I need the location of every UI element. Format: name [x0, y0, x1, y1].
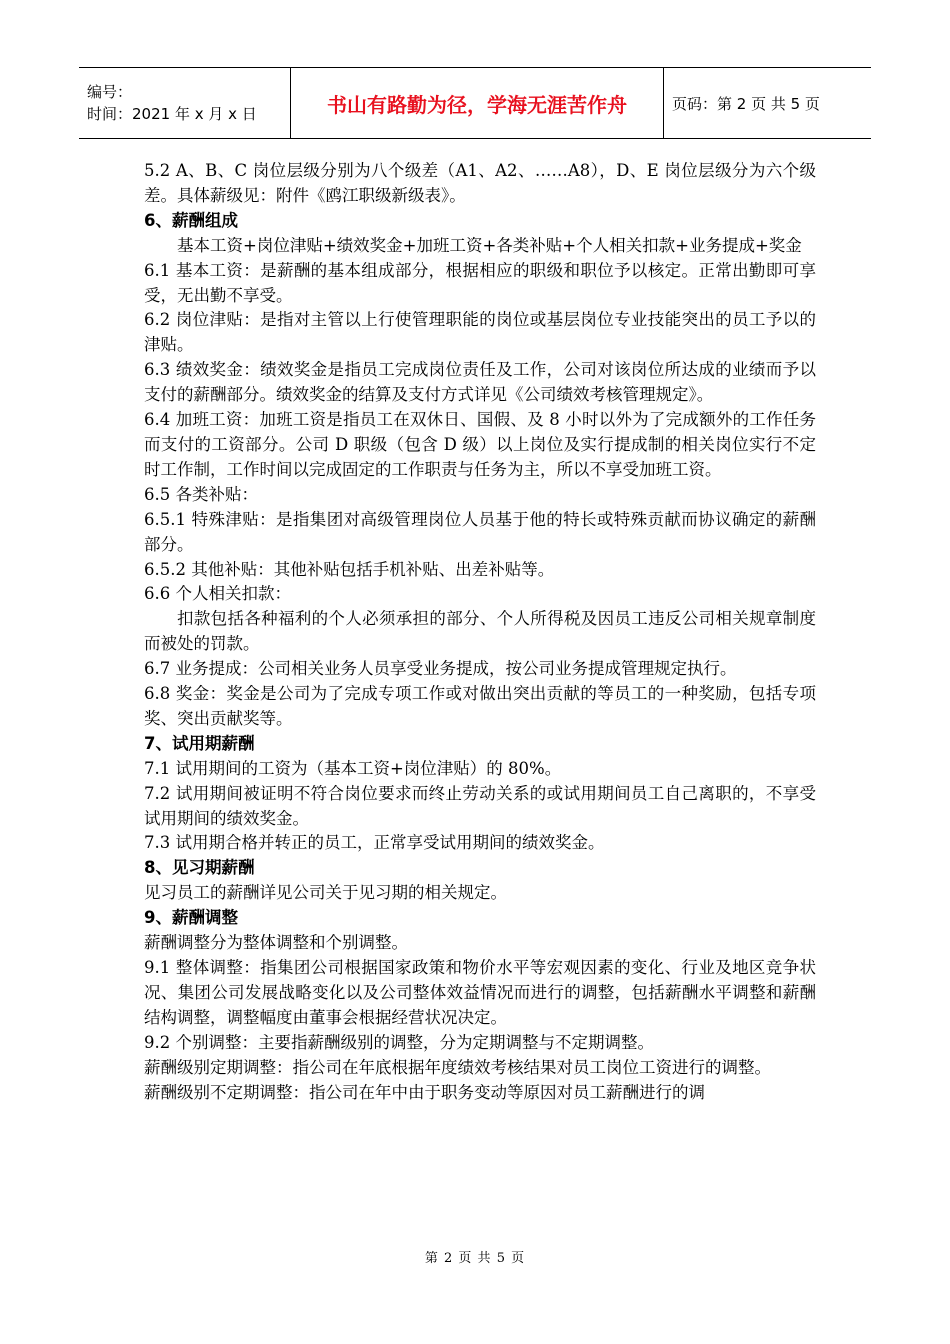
header-motto-cell: [291, 68, 664, 138]
header-page-cell: [664, 68, 871, 138]
body-paragraph: 7.2 试用期间被证明不符合岗位要求而终止劳动关系的或试用期间员工自己离职的，不享受试用期间的绩效奖金。: [144, 783, 816, 828]
body-paragraph: 6.2 岗位津贴：是指对主管以上行使管理职能的岗位或基层岗位专业技能突出的员工予以的津贴。: [144, 310, 816, 355]
section-heading: 9、薪酬调整: [144, 908, 238, 928]
body-paragraph: 6.8 奖金：奖金是公司为了完成专项工作或对做出突出贡献的等员工的一种奖励，包括专项奖、突出贡献奖等。: [144, 684, 816, 728]
document-date: 时间：2021 年 x 月 x 日: [87, 105, 257, 123]
body-paragraph: 9.1 整体调整：指集团公司根据国家政策和物价水平等宏观因素的变化、行业及地区竞争状况、集团公司发展战略变化以及公司整体效益情况而进行的调整，包括薪酬水平调整和薪酬结构调整，调整幅度由董事会根据经营状况决定。: [144, 958, 816, 1027]
body-paragraph: 6.5 各类补贴：: [144, 484, 258, 504]
body-paragraph: 6.5.1 特殊津贴：是指集团对高级管理岗位人员基于他的特长或特殊贡献而协议确定的薪酬部分。: [144, 509, 816, 554]
body-paragraph: 6.3 绩效奖金：绩效奖金是指员工完成岗位责任及工作，公司对该岗位所达成的业绩而予以支付的薪酬部分。绩效奖金的结算及支付方式详见《公司绩效考核管理规定》。: [144, 360, 816, 405]
body-paragraph: 7.3 试用期合格并转正的员工，正常享受试用期间的绩效奖金。: [144, 833, 605, 853]
body-paragraph: 基本工资+岗位津贴+绩效奖金+加班工资+各类补贴+个人相关扣款+业务提成+奖金: [177, 235, 802, 255]
section-heading: 7、试用期薪酬: [144, 733, 255, 753]
header-meta: [79, 68, 291, 138]
body-paragraph: 6.5.2 其他补贴：其他补贴包括手机补贴、出差补贴等。: [144, 559, 555, 579]
body-paragraph: 见习员工的薪酬详见公司关于见习期的相关规定。: [144, 883, 507, 903]
body-paragraph: 6.4 加班工资：加班工资是指员工在双休日、国假、及 8 小时以外为了完成额外的工作任务而支付的工资部分。公司 D 职级（包含 D 级）以上岗位及实行提成制的相关岗位实行不定时工作制，工作时间以完成固定的工作职责与任务为主，所以不享受加班工资。: [144, 410, 816, 479]
body-paragraph: 9.2 个别调整：主要指薪酬级别的调整，分为定期调整与不定期调整。: [144, 1032, 654, 1052]
document-number-label: 编号：: [87, 83, 133, 101]
body-paragraph: 5.2 A、B、C 岗位层级分别为八个级差（A1、A2、……A8），D、E 岗位层级分为六个级差。具体薪级见：附件《鸥江职级新级表》。: [144, 161, 816, 205]
body-paragraph: 6.1 基本工资：是薪酬的基本组成部分，根据相应的职级和职位予以核定。正常出勤即可享受，无出勤不享受。: [144, 260, 816, 305]
header-motto: 书山有路勤为径，学海无涯苦作舟: [327, 92, 627, 117]
body-paragraph: 薪酬调整分为整体调整和个别调整。: [144, 933, 408, 953]
body-paragraph: 薪酬级别定期调整：指公司在年底根据年度绩效考核结果对员工岗位工资进行的调整。: [144, 1057, 771, 1077]
body-paragraph: 薪酬级别不定期调整：指公司在年中由于职务变动等原因对员工薪酬进行的调: [144, 1082, 705, 1102]
document-body: [144, 159, 816, 1105]
body-paragraph: 扣款包括各种福利的个人必须承担的部分、个人所得税及因员工违反公司相关规章制度而被处的罚款。: [144, 609, 816, 654]
body-paragraph: 6.6 个人相关扣款：: [144, 584, 291, 604]
body-paragraph: 6.7 业务提成：公司相关业务人员享受业务提成，按公司业务提成管理规定执行。: [144, 659, 737, 679]
body-paragraph: 7.1 试用期间的工资为（基本工资+岗位津贴）的 80%。: [144, 758, 562, 778]
header-page-info: 页码：第 2 页 共 5 页: [672, 94, 820, 113]
document-header: [79, 67, 871, 139]
page-footer: 第 2 页 共 5 页: [424, 1251, 526, 1266]
section-heading: 6、薪酬组成: [144, 210, 238, 230]
section-heading: 8、见习期薪酬: [144, 858, 255, 878]
